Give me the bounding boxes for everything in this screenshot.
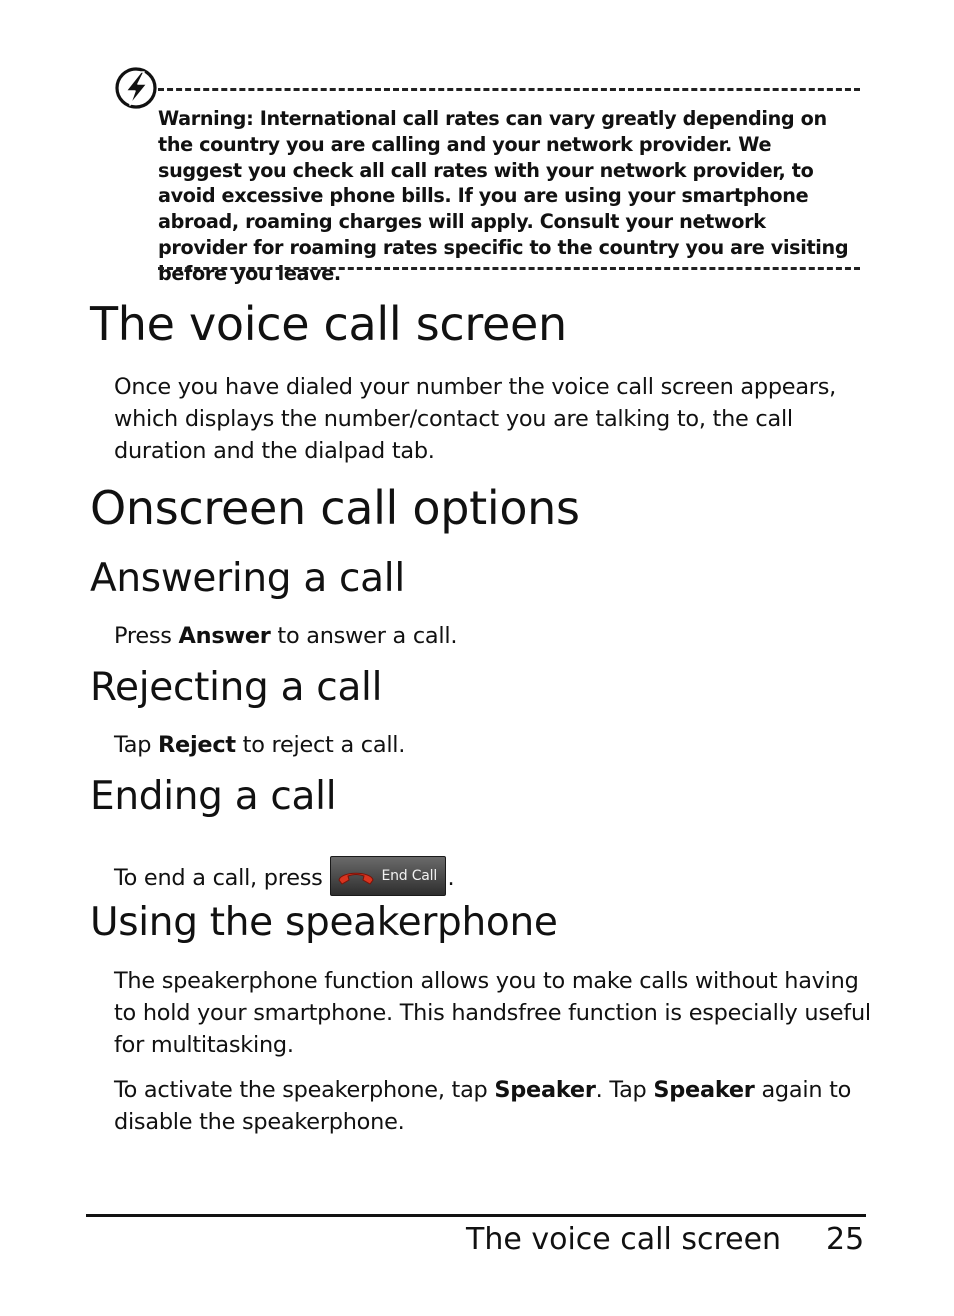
end-call-button xyxy=(330,856,446,896)
warning-bottom-divider xyxy=(158,267,860,270)
warning-callout xyxy=(110,62,860,285)
phone-hangup-icon xyxy=(337,868,375,886)
heading-rejecting-a-call: Rejecting a call xyxy=(90,665,383,710)
heading-using-the-speakerphone: Using the speakerphone xyxy=(90,900,558,945)
heading-ending-a-call: Ending a call xyxy=(90,774,337,819)
warning-lightning-icon xyxy=(114,66,158,110)
speaker-pre: To activate the speakerphone, tap xyxy=(114,1077,495,1103)
rejecting-instructions xyxy=(114,729,874,761)
speaker-keyword-1: Speaker xyxy=(494,1077,596,1103)
ending-instructions xyxy=(114,856,874,896)
heading-voice-call-screen: The voice call screen xyxy=(90,297,567,351)
speaker-mid: . Tap xyxy=(595,1077,654,1103)
ending-pre: To end a call, press xyxy=(114,865,330,891)
answering-pre: Press xyxy=(114,623,179,649)
heading-answering-a-call: Answering a call xyxy=(90,556,405,601)
rejecting-pre: Tap xyxy=(114,732,159,758)
answering-post: to answer a call. xyxy=(270,623,458,649)
footer-divider xyxy=(86,1214,866,1217)
warning-text: Warning: International call rates can vary greatly depending on the country you are calling and your network provider. We suggest you check all call rates with your network provider, to avoid excessive phone bills. If you are using your smartphone abroad, roaming charges will apply. Consult your network provider for roaming rates specific to the country you are visiting before you leave. xyxy=(158,107,849,285)
speaker-keyword-2: Speaker xyxy=(653,1077,755,1103)
footer-section-title: The voice call screen xyxy=(466,1222,782,1257)
rejecting-post: to reject a call. xyxy=(235,732,406,758)
speaker-post: again to disable the speakerphone. xyxy=(114,1077,852,1135)
answering-instructions xyxy=(114,620,874,652)
page-number: 25 xyxy=(826,1222,865,1257)
heading-onscreen-call-options: Onscreen call options xyxy=(90,481,580,535)
reject-keyword: Reject xyxy=(158,732,236,758)
speakerphone-instructions xyxy=(114,1074,874,1138)
speakerphone-description: The speakerphone function allows you to make calls without having to hold your smartphone. This handsfree function is especially useful for multitasking. xyxy=(114,968,871,1058)
end-call-label: End Call xyxy=(381,868,438,884)
warning-top-divider xyxy=(158,88,860,91)
ending-post: . xyxy=(447,865,455,891)
voice-call-screen-description: Once you have dialed your number the voice call screen appears, which displays the number/contact you are talking to, the call duration and the dialpad tab. xyxy=(114,374,837,464)
answer-keyword: Answer xyxy=(178,623,271,649)
